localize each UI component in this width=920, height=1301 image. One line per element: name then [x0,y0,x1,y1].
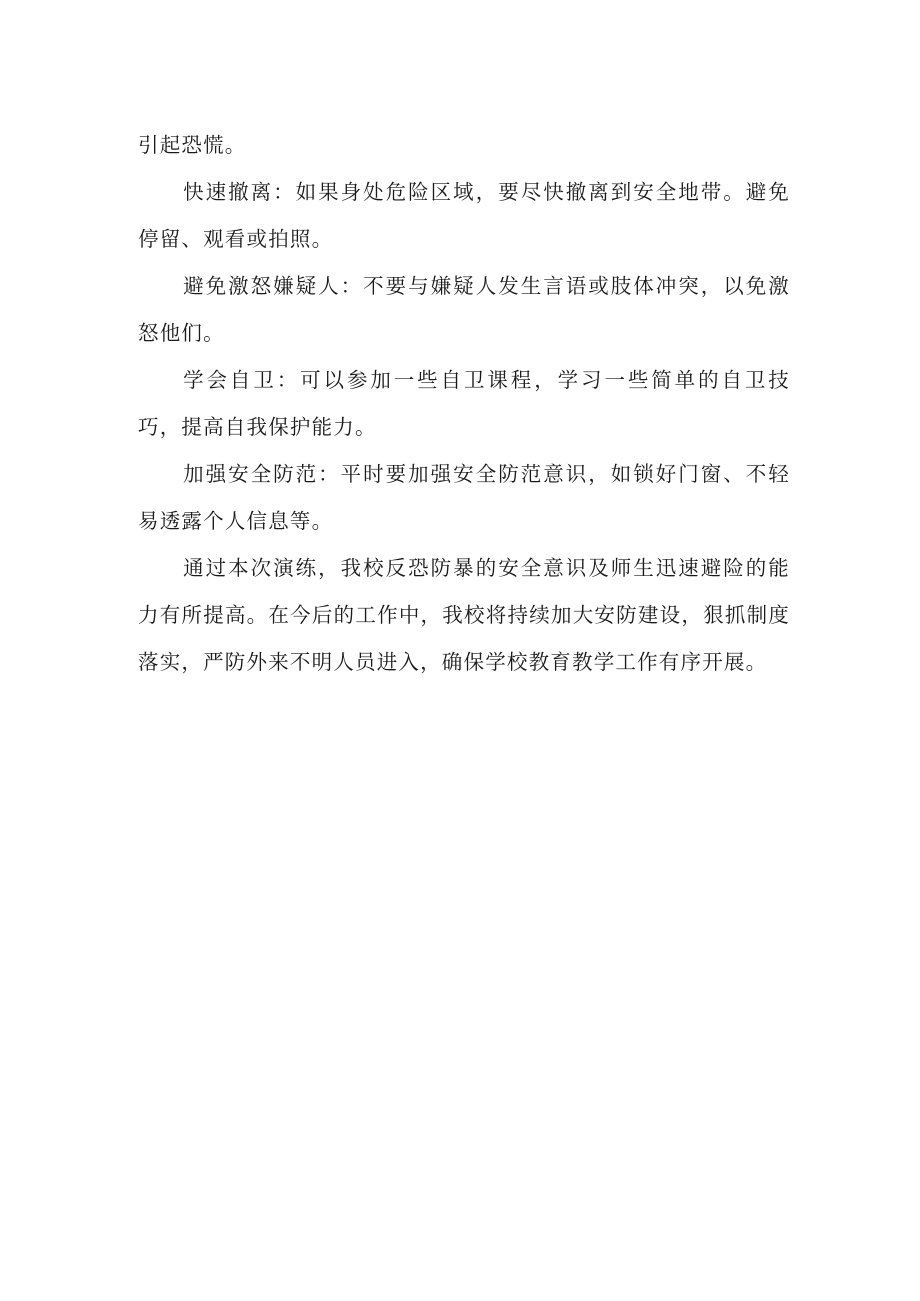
paragraph-quick-evacuation: 快速撤离：如果身处危险区域，要尽快撤离到安全地带。避免停留、观看或拍照。 [138,180,790,251]
paragraph-conclusion: 通过本次演练，我校反恐防暴的安全意识及师生迅速避险的能力有所提高。在今后的工作中，我校将持续加大安防建设，狠抓制度落实，严防外来不明人员进入，确保学校教育教学工作有序开展。 [138,556,790,674]
paragraph-avoid-provoking: 避免激怒嫌疑人：不要与嫌疑人发生言语或肢体冲突，以免激怒他们。 [138,274,790,345]
paragraph-self-defense: 学会自卫：可以参加一些自卫课程，学习一些简单的自卫技巧，提高自我保护能力。 [138,368,790,439]
paragraph-strengthen-security: 加强安全防范：平时要加强安全防范意识，如锁好门窗、不轻易透露个人信息等。 [138,462,790,533]
document-body [138,122,790,686]
paragraph-continuation: 引起恐慌。 [138,133,247,157]
